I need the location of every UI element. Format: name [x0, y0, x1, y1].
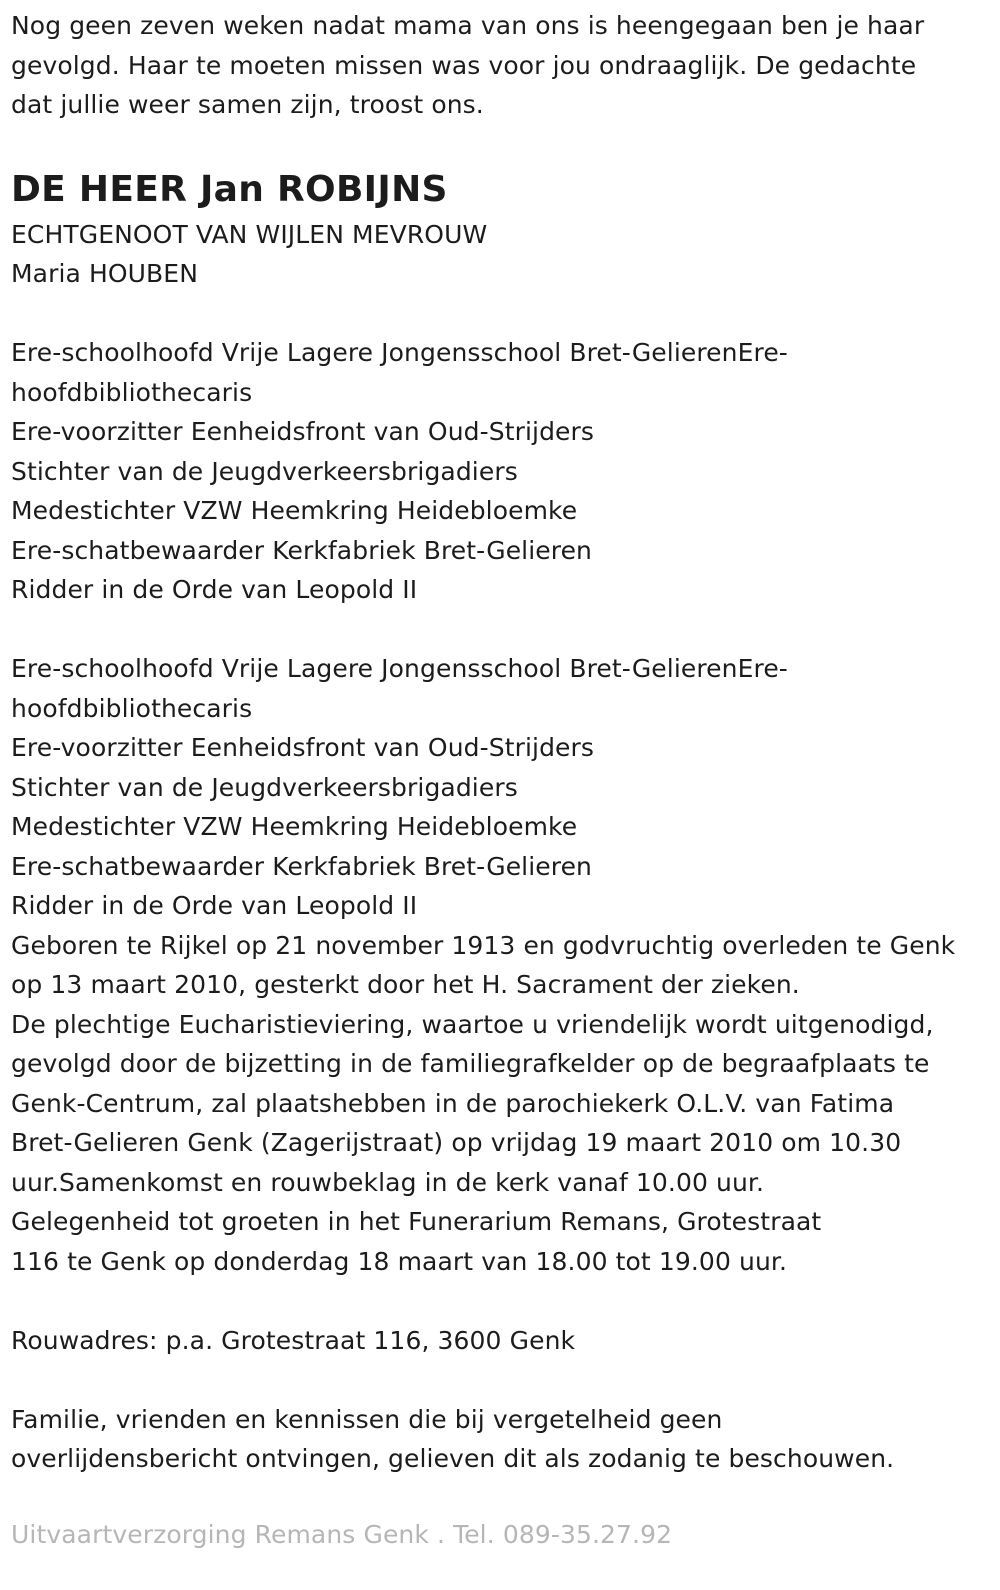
- mourning-address: Rouwadres: p.a. Grotestraat 116, 3600 Genk: [11, 1325, 576, 1355]
- details-line: op 13 maart 2010, gesterkt door het H. Sacrament der zieken.: [11, 970, 800, 999]
- spouse-title: ECHTGENOOT VAN WIJLEN MEVROUW: [11, 219, 488, 249]
- intro-line: gevolgd. Haar te moeten missen was voor jou ondraaglijk. De gedachte: [11, 50, 917, 80]
- title-line: Ere-voorzitter Eenheidsfront van Oud-Strijders: [11, 417, 595, 446]
- title-line: Ere-schoolhoofd Vrije Lagere Jongensschool Bret-GelierenEre-: [11, 654, 788, 683]
- funeral-home-footer: Uitvaartverzorging Remans Genk . Tel. 089-35.27.92: [11, 1519, 673, 1549]
- spacer: [11, 610, 1000, 650]
- details-line: De plechtige Eucharistieviering, waartoe u vriendelijk wordt uitgenodigd,: [11, 1009, 934, 1039]
- spacer: [11, 1281, 1000, 1321]
- spacer: [11, 1360, 1000, 1400]
- notice-line: Familie, vrienden en kennissen die bij vergetelheid geen: [11, 1404, 723, 1434]
- details-line: Genk-Centrum, zal plaatshebben in de parochiekerk O.L.V. van Fatima: [11, 1088, 895, 1118]
- intro-paragraph: [11, 6, 1000, 125]
- titles-block-2: [11, 649, 1000, 926]
- intro-line: Nog geen zeven weken nadat mama van ons is heengegaan ben je haar: [11, 11, 925, 40]
- title-line: Medestichter VZW Heemkring Heidebloemke: [11, 496, 578, 525]
- title-line: Ere-voorzitter Eenheidsfront van Oud-Strijders: [11, 733, 595, 762]
- deceased-name: DE HEER Jan ROBIJNS: [11, 168, 448, 210]
- title-line: Stichter van de Jeugdverkeersbrigadiers: [11, 772, 518, 802]
- details-paragraph: [11, 926, 1000, 1282]
- title-line: Stichter van de Jeugdverkeersbrigadiers: [11, 456, 518, 486]
- details-line: Gelegenheid tot groeten in het Funerarium Remans, Grotestraat: [11, 1207, 822, 1236]
- details-line: 116 te Genk op donderdag 18 maart van 18.00 tot 19.00 uur.: [11, 1246, 788, 1276]
- titles-block-1: [11, 333, 1000, 610]
- title-line: Ere-schatbewaarder Kerkfabriek Bret-Gelieren: [11, 535, 592, 565]
- details-line: Geboren te Rijkel op 21 november 1913 en godvruchtig overleden te Genk: [11, 930, 956, 960]
- title-line: Ere-schatbewaarder Kerkfabriek Bret-Gelieren: [11, 851, 592, 881]
- intro-line: dat jullie weer samen zijn, troost ons.: [11, 90, 484, 119]
- details-line: gevolgd door de bijzetting in de familiegrafkelder op de begraafplaats te: [11, 1049, 930, 1078]
- title-line: Ridder in de Orde van Leopold II: [11, 891, 418, 920]
- details-line: Bret-Gelieren Genk (Zagerijstraat) op vrijdag 19 maart 2010 om 10.30: [11, 1128, 902, 1157]
- title-line: Ere-schoolhoofd Vrije Lagere Jongensschool Bret-GelierenEre-: [11, 338, 788, 367]
- spacer: [11, 294, 1000, 334]
- notice-line: overlijdensbericht ontvingen, gelieven dit als zodanig te beschouwen.: [11, 1444, 895, 1473]
- details-line: uur.Samenkomst en rouwbeklag in de kerk vanaf 10.00 uur.: [11, 1167, 765, 1197]
- title-line: hoofdbibliothecaris: [11, 377, 253, 407]
- spouse-name: Maria HOUBEN: [11, 259, 199, 288]
- notice-paragraph: [11, 1400, 1000, 1479]
- title-line: Ridder in de Orde van Leopold II: [11, 575, 418, 604]
- title-line: Medestichter VZW Heemkring Heidebloemke: [11, 812, 578, 841]
- title-line: hoofdbibliothecaris: [11, 693, 253, 723]
